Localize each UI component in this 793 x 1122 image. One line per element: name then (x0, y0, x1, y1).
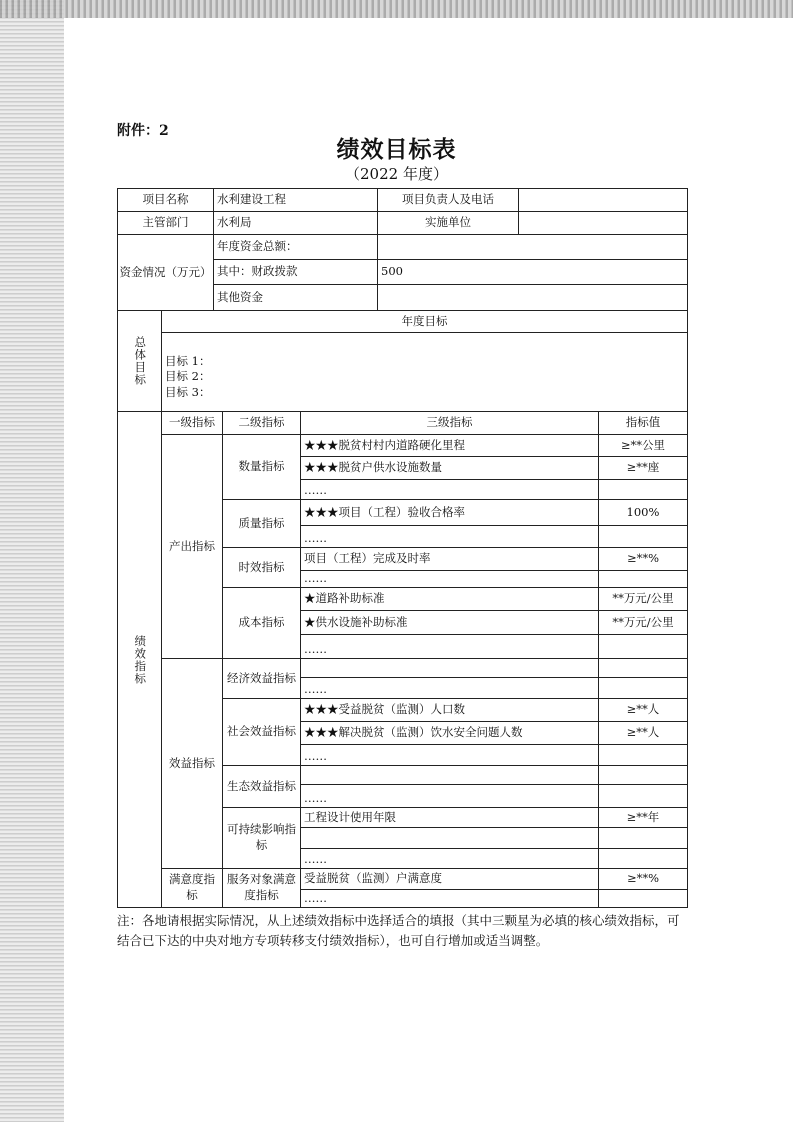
social-benefit-indicator: 社会效益指标 (222, 698, 301, 766)
funds-total-value (377, 234, 688, 260)
funds-total-label: 年度资金总额： (213, 234, 378, 260)
cost-row-3-value (598, 634, 688, 659)
cost-row-1: ★道路补助标准 (300, 587, 599, 611)
sustainable-row-3-value (598, 848, 688, 869)
annual-goal-body (161, 332, 688, 412)
goal-2: 目标 2： (165, 369, 211, 384)
perf-indicator-label: 绩效指标 (117, 411, 162, 908)
economic-row-blank (300, 658, 599, 678)
satisfaction-row-2: …… (300, 889, 599, 908)
funds-other-label: 其他资金 (213, 284, 378, 311)
unit-value (518, 211, 688, 235)
ecological-row-blank-value (598, 765, 688, 785)
timeliness-indicator: 时效指标 (222, 547, 301, 588)
col-level1: 一级指标 (161, 411, 223, 435)
cost-row-1-value: **万元/公里 (598, 587, 688, 611)
col-value: 指标值 (598, 411, 688, 435)
timeliness-row-2-value (598, 570, 688, 588)
quality-row-2-value (598, 525, 688, 548)
col-level2: 二级指标 (222, 411, 301, 435)
ecological-row-blank (300, 765, 599, 785)
sustainable-row-1-value: ≥**年 (598, 807, 688, 828)
social-row-3: …… (300, 744, 599, 766)
quality-row-1: ★★★项目（工程）验收合格率 (300, 499, 599, 526)
timeliness-row-1-value: ≥**% (598, 547, 688, 571)
funds-other-value (377, 284, 688, 311)
quality-row-2: …… (300, 525, 599, 548)
cost-row-2: ★供水设施补助标准 (300, 610, 599, 635)
economic-benefit-indicator: 经济效益指标 (222, 658, 301, 699)
funds-label: 资金情况（万元） (117, 234, 214, 311)
col-level3: 三级指标 (300, 411, 599, 435)
scan-edge-top (0, 0, 793, 18)
satisfaction-row-1-value: ≥**% (598, 868, 688, 890)
sustainable-row-2 (300, 827, 599, 849)
contact-value (518, 188, 688, 212)
page-title: 绩效目标表 (336, 136, 457, 163)
benefit-indicator: 效益指标 (161, 658, 223, 869)
unit-label: 实施单位 (377, 211, 519, 235)
service-satisfaction-indicator: 服务对象满意度指标 (222, 868, 301, 908)
quality-row-1-value: 100% (598, 499, 688, 526)
funds-fiscal-label: 其中：财政拨款 (213, 259, 378, 285)
dept-label: 主管部门 (117, 211, 214, 235)
overall-goal-label: 总体目标 (117, 310, 162, 412)
economic-row-1: …… (300, 677, 599, 699)
goal-3: 目标 3： (165, 384, 211, 399)
contact-label: 项目负责人及电话 (377, 188, 519, 212)
social-row-2-value: ≥**人 (598, 721, 688, 745)
quantity-row-2-value: ≥**座 (598, 456, 688, 480)
ecological-row-1: …… (300, 784, 599, 808)
sustainable-row-3: …… (300, 848, 599, 869)
output-indicator: 产出指标 (161, 434, 223, 659)
quantity-row-1-value: ≥**公里 (598, 434, 688, 457)
cost-indicator: 成本指标 (222, 587, 301, 659)
sustainable-row-2-value (598, 827, 688, 849)
satisfaction-row-1: 受益脱贫（监测）户满意度 (300, 868, 599, 890)
sustainable-row-1: 工程设计使用年限 (300, 807, 599, 828)
goal-1: 目标 1： (165, 353, 211, 368)
economic-row-blank-value (598, 658, 688, 678)
ecological-row-1-value (598, 784, 688, 808)
satisfaction-indicator: 满意度指标 (161, 868, 223, 908)
cost-row-3: …… (300, 634, 599, 659)
social-row-1: ★★★受益脱贫（监测）人口数 (300, 698, 599, 722)
attachment-label: 附件：2 (117, 123, 169, 139)
satisfaction-row-2-value (598, 889, 688, 908)
sustainable-impact-indicator: 可持续影响指标 (222, 807, 301, 869)
cost-row-2-value: **万元/公里 (598, 610, 688, 635)
timeliness-row-2: …… (300, 570, 599, 588)
social-row-3-value (598, 744, 688, 766)
quality-indicator: 质量指标 (222, 499, 301, 548)
year-label: （2022 年度） (345, 165, 448, 183)
quantity-row-1: ★★★脱贫村村内道路硬化里程 (300, 434, 599, 457)
ecological-benefit-indicator: 生态效益指标 (222, 765, 301, 808)
quantity-row-2: ★★★脱贫户供水设施数量 (300, 456, 599, 480)
social-row-2: ★★★解决脱贫（监测）饮水安全问题人数 (300, 721, 599, 745)
annual-goal-header: 年度目标 (161, 310, 688, 333)
project-name-label: 项目名称 (117, 188, 214, 212)
footnote: 注：各地请根据实际情况，从上述绩效指标中选择适合的填报（其中三颗星为必填的核心绩效指标，可结合已下达的中央对地方专项转移支付绩效指标），也可自行增加或适当调整。 (117, 913, 680, 948)
dept-value: 水利局 (213, 211, 378, 235)
quantity-row-3-value (598, 479, 688, 500)
timeliness-row-1: 项目（工程）完成及时率 (300, 547, 599, 571)
funds-fiscal-value: 500 (377, 259, 688, 285)
social-row-1-value: ≥**人 (598, 698, 688, 722)
quantity-row-3: …… (300, 479, 599, 500)
economic-row-1-value (598, 677, 688, 699)
project-name-value: 水利建设工程 (213, 188, 378, 212)
quantity-indicator: 数量指标 (222, 434, 301, 500)
